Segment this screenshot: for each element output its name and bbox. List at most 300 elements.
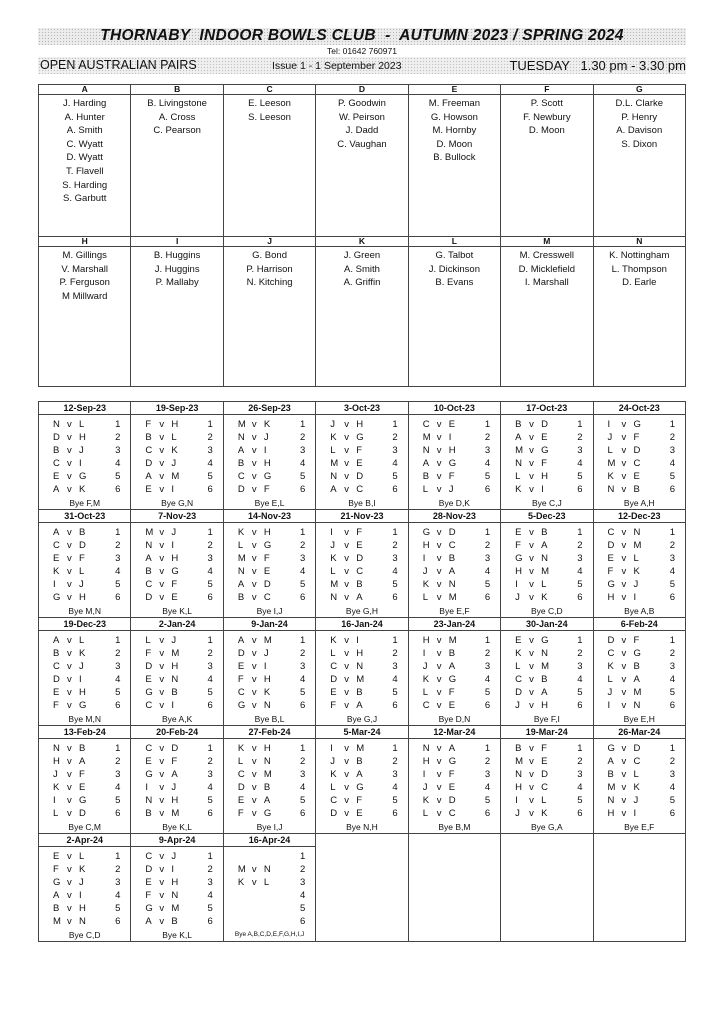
rink-number: 1 [392,635,398,646]
team-a: C [237,769,245,781]
gap [555,755,569,768]
team-b: G [263,471,272,483]
versus: v [529,635,534,646]
player-name: B. Huggins [153,250,201,261]
versus: v [251,795,257,807]
bye-label: Bye I,J [256,822,283,832]
versus: v [621,445,627,457]
gap [555,457,569,470]
rink-number: 2 [577,432,583,444]
player-name: L. Thompson [611,263,667,275]
gap [93,418,107,431]
bye-label: Bye E,L [254,498,285,508]
gap [93,876,107,889]
versus: v [67,579,72,591]
bye-label: Bye G,J [346,714,378,724]
team-a: J [330,756,336,768]
match-line [423,552,496,565]
player-name: G. Bond [252,250,287,261]
match-list [131,415,222,497]
versus: v [67,916,72,928]
team-b: K [171,445,178,457]
team-b: B [356,687,363,699]
match-line [608,418,681,431]
versus: v [159,484,165,496]
fixture-date: 5-Mar-24 [316,726,407,739]
team-a: N [515,769,522,781]
fixture-week [593,726,685,834]
match-line [423,457,496,470]
rink-number: 2 [669,756,675,768]
rink-number: 2 [484,756,491,768]
rink-number: 6 [207,700,213,712]
versus: v [436,458,442,470]
match-line [515,470,588,483]
match-line [515,483,588,496]
rink-number: 5 [669,471,675,483]
player-name: M Millward [62,290,108,302]
versus: v [529,579,534,591]
team-b: N [356,661,364,673]
match-line [608,526,681,539]
team-b [264,915,278,928]
match-line [330,686,403,699]
match-line [608,807,681,820]
gap [555,660,569,673]
match-list [224,523,315,605]
rink-number: 1 [115,851,121,862]
team-b: H [171,661,179,673]
match-line [423,660,496,673]
match-line [330,444,403,457]
team-a: A [237,579,245,591]
rink-number: 3 [577,769,583,781]
team-letter: L [408,237,500,247]
gap [370,794,384,807]
player-name: D. Moon [436,138,473,150]
team-b: C [448,808,456,820]
gap [463,768,477,781]
bye-label: Bye K,L [162,930,193,940]
match-line [423,647,496,660]
versus: v [67,635,72,646]
rink-number: 6 [115,808,121,820]
fixture-week [316,726,408,834]
gap [463,539,477,552]
versus: v [621,769,627,781]
versus: v [67,445,72,457]
versus: v [436,579,442,591]
gap [185,699,199,712]
team-a: L [422,484,428,496]
team-a: C [607,527,615,538]
team-a: K [237,527,245,538]
team-letter: F [501,85,593,95]
match-line [238,418,311,431]
match-line [238,889,311,902]
team-a: D [330,674,338,686]
rink-number: 5 [484,579,491,591]
team-b: K [79,864,86,876]
match-line [515,699,588,712]
team-a: I [330,527,333,538]
gap [648,483,662,496]
gap [93,699,107,712]
rink-number: 1 [207,851,213,862]
rink-number: 2 [115,756,121,768]
rink-number: 1 [484,527,491,538]
versus: v [67,890,72,902]
rink-number: 6 [299,592,306,604]
versus: v [529,661,534,673]
team-a: N [145,795,153,807]
team-a: H [422,635,430,646]
rink-number: 5 [484,795,491,807]
fixture-week [501,510,593,618]
team-b: E [541,756,548,768]
gap [93,755,107,768]
match-line [515,673,588,686]
team-a: G [53,877,61,889]
fixture-week [593,402,685,510]
bye-label: Bye F,M [69,498,101,508]
versus: v [159,635,165,646]
player-name: J. Huggins [154,263,200,275]
rink-number: 2 [669,432,675,444]
rink-number: 3 [299,769,306,781]
team-b: J [633,579,639,591]
rink-number: 1 [299,419,306,430]
team-a: E [515,635,522,646]
team-a: L [607,674,613,686]
team-b: M [263,769,272,781]
fixture-date: 24-Oct-23 [594,402,685,415]
bye-label: Bye A,B,C,D,E,F,G,H,I,J [234,931,305,938]
team-a: C [422,700,430,712]
team-b: J [448,484,454,496]
match-line [238,647,311,660]
team-a: F [53,700,59,712]
match-line [238,902,311,915]
match-line [53,673,126,686]
fixture-date: 2-Jan-24 [131,618,222,631]
team-b: D [356,553,364,565]
rink-number: 2 [484,648,491,660]
versus: v [159,890,165,902]
rink-number: 1 [577,743,583,754]
team-b: G [448,458,457,470]
player-name: M. Gillings [62,250,107,261]
rink-number: 5 [392,579,398,591]
rink-number: 6 [207,808,213,820]
match-line [608,539,681,552]
versus: v [251,700,257,712]
team-b: J [263,432,269,444]
versus: v [621,458,627,470]
team-b: E [356,540,363,552]
team-a: L [422,592,428,604]
team-players-cell [593,247,685,387]
match-line [145,807,218,820]
match-line [145,863,218,876]
rink-number: 3 [207,445,213,457]
gap [463,794,477,807]
team-a: B [515,743,522,754]
team-a: D [607,540,615,552]
team-a: B [145,808,152,820]
match-line [238,686,311,699]
team-b: K [541,592,548,604]
team-b: G [79,795,87,807]
match-line [330,457,403,470]
fixture-date: 13-Feb-24 [39,726,130,739]
gap [185,794,199,807]
gap [648,673,662,686]
fixture-week [39,834,131,942]
versus: v [251,782,257,794]
match-line [53,699,126,712]
team-a: J [422,782,428,794]
rink-number: 2 [115,864,121,876]
match-list [409,415,500,497]
team-b: E [356,808,363,820]
gap [370,591,384,604]
team-a: N [330,471,338,483]
match-list [131,739,222,821]
bye-label: Bye M,N [68,714,101,724]
match-line [330,431,403,444]
team-b: G [263,808,272,820]
team-b: D [541,769,548,781]
bye-label: Bye C,D [530,606,563,616]
rink-number: 3 [299,661,306,673]
rink-number: 6 [392,592,398,604]
versus: v [159,566,165,578]
rink-number: 4 [207,782,213,794]
gap [555,768,569,781]
rink-number: 4 [392,458,398,470]
team-letter: D [316,85,408,95]
match-line [238,634,311,647]
player-name: N. Kitching [246,277,293,289]
versus: v [344,782,350,794]
rink-number: 4 [299,566,306,578]
gap [555,794,569,807]
rink-number: 4 [299,674,306,686]
team-b: G [541,635,549,646]
gap [370,755,384,768]
match-line [238,578,311,591]
team-b: N [448,579,456,591]
team-b: L [541,579,547,591]
team-b: K [79,484,86,496]
gap [648,686,662,699]
gap [93,634,107,647]
gap [93,686,107,699]
team-a: D [53,674,60,686]
rink-number: 2 [207,648,213,660]
gap [93,794,107,807]
gap [185,686,199,699]
gap [93,591,107,604]
team-b: K [263,419,271,430]
gap [463,686,477,699]
versus: v [621,566,627,578]
team-b: M [541,566,550,578]
match-line [330,526,403,539]
match-line [145,552,218,565]
versus: v [159,419,165,430]
versus: v [251,661,257,673]
match-line [515,552,588,565]
rink-number: 2 [392,756,398,768]
rink-number: 5 [299,471,306,483]
versus: v [621,419,627,430]
team-a: E [237,795,245,807]
player-name: C. Wyatt [66,138,103,150]
team-a: D [237,648,245,660]
versus: v [159,432,165,444]
team-a: A [607,756,614,768]
team-a: F [145,890,152,902]
gap [648,634,662,647]
fixture-date: 17-Oct-23 [501,402,592,415]
player-name: C. Pearson [153,125,201,137]
rink-number: 4 [669,566,675,578]
team-a: C [607,648,615,660]
team-b: H [541,471,548,483]
versus: v [621,527,627,538]
gap [370,457,384,470]
bye-label: Bye B,I [348,498,376,508]
versus: v [529,808,534,820]
team-a: I [422,648,426,660]
gap [555,742,569,755]
team-a [238,915,252,928]
rink-number: 3 [669,553,675,565]
team-b: D [79,808,86,820]
match-line [330,552,403,565]
rink-number: 1 [484,419,491,430]
player-name: D. Earle [622,277,657,289]
gap [463,526,477,539]
match-line [608,699,681,712]
team-b: A [263,795,271,807]
versus: v [621,795,627,807]
gap [370,742,384,755]
team-a: M [145,527,154,538]
team-a: A [53,635,60,646]
rink-number: 2 [207,432,213,444]
team-a: D [607,635,615,646]
versus: v [159,795,165,807]
versus: v [436,769,442,781]
team-players-cell [39,247,131,387]
rink-number: 6 [392,484,398,496]
gap [278,902,292,915]
versus: v [344,540,350,552]
versus: v [67,782,72,794]
versus: v [436,553,442,565]
team-b: M [633,687,642,699]
bye-label: Bye A,B [624,606,655,616]
match-line [238,768,311,781]
match-line [238,699,311,712]
team-a: C [145,579,153,591]
player-name: I. Marshall [524,277,569,289]
gap [185,470,199,483]
match-line [423,699,496,712]
team-a: I [515,795,518,807]
gap [463,781,477,794]
bye-label: Bye K,L [162,822,193,832]
rink-number: 3 [577,553,583,565]
match-line [608,470,681,483]
team-b: I [633,808,637,820]
team-letter: E [408,85,500,95]
match-line [423,431,496,444]
rink-number: 3 [115,445,121,457]
team-a: G [237,700,246,712]
team-a: C [53,458,60,470]
match-line [145,578,218,591]
rink-number: 6 [577,808,583,820]
team-a: D [237,782,245,794]
team-b: H [171,877,179,889]
fixture-date: 12-Sep-23 [39,402,130,415]
versus: v [621,553,627,565]
team-b: D [171,743,179,754]
versus: v [436,687,442,699]
team-players-cell [223,247,315,387]
gap [648,807,662,820]
versus: v [436,540,442,552]
versus: v [67,458,72,470]
player-name: P. Harrison [246,263,293,275]
versus: v [529,782,534,794]
fixture-week [501,726,593,834]
versus: v [251,743,257,754]
team-letter: M [501,237,593,247]
match-line [145,444,218,457]
gap [463,673,477,686]
team-b: I [448,432,452,444]
versus: v [159,782,165,794]
player-name: K. Nottingham [609,250,670,261]
team-a: C [145,851,153,862]
empty-cell [501,834,593,942]
gap [93,850,107,863]
match-line [145,742,218,755]
gap [185,539,199,552]
fixture-week [223,834,315,942]
rink-number: 6 [207,592,213,604]
gap [185,742,199,755]
gap [370,483,384,496]
match-line [423,781,496,794]
player-name: P. Scott [530,98,563,109]
team-b: K [263,687,271,699]
match-line [145,889,218,902]
team-b: D [263,579,271,591]
match-list [501,631,592,713]
team-b: D [633,743,641,754]
fixture-date: 19-Sep-23 [131,402,222,415]
team-a: I [422,553,426,565]
gap [370,552,384,565]
match-list [131,523,222,605]
team-b: I [263,445,267,457]
